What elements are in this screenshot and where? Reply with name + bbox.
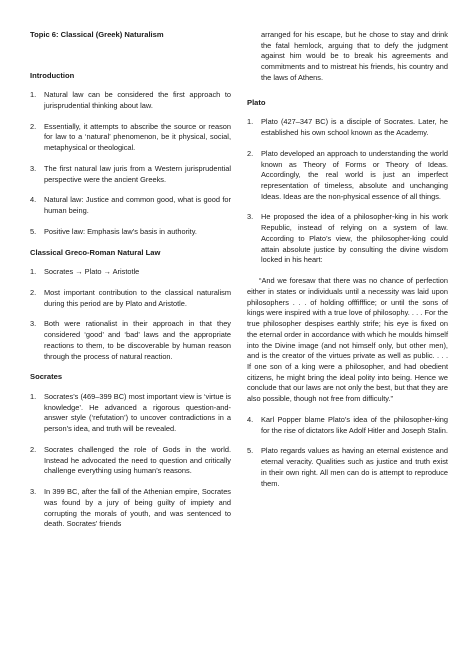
list-item-text: Plato developed an approach to understanding the world known as Theory of Forms or Theory of Ideas. Accordingly, the real world is just an imperfect representation of timeless, absolute and unchanging Ideas. Ideas are the non-physical essence of all things.: [261, 148, 448, 201]
list-item-number: 4.: [30, 195, 37, 205]
list-item-number: 2.: [30, 444, 37, 454]
list-item: [30, 227, 231, 238]
list-item: [247, 117, 448, 138]
list-item-number: 3.: [247, 212, 254, 222]
list-item-number: 2.: [30, 287, 37, 297]
list-item-text: Both were rationalist in their approach in that they considered ‘good’ and ‘bad’ laws and the appropriate reactions to them, to be discoverable by human reason through the process of natural reaction.: [44, 319, 231, 361]
introduction-heading: Introduction: [30, 70, 75, 80]
list-item-text: Essentially, it attempts to abscribe the source or reason for law to a ‘natural’ phenomenon, be it physical, social, metaphysical or theological.: [44, 121, 231, 153]
list-item-number: 2.: [30, 121, 37, 131]
list-item-text: Socrates challenged the role of Gods in the world. Instead he advocated the need to question and critically challenge everything using human’s reasons.: [44, 444, 231, 476]
list-item-number: 3.: [30, 319, 37, 329]
list-item: [247, 446, 448, 489]
list-item: [30, 288, 231, 309]
list-item-text: In 399 BC, after the fall of the Athenian empire, Socrates was found by a jury of being guilty of impiety and corrupting the morals of youth, and was sentenced to death. Socrates’ friends: [44, 487, 231, 529]
list-item: [247, 149, 448, 203]
document-title: Topic 6: Classical (Greek) Naturalism: [30, 30, 164, 39]
list-item-text: Plato regards values as having an eternal existence and eternal veracity. Qualities such as justice and truth exist in their own right. All men can do is attempt to reproduce them.: [261, 446, 448, 488]
list-item-number: 1.: [30, 267, 37, 277]
greco-roman-section: [30, 248, 231, 363]
list-item-text: Positive law: Emphasis law’s basis in authority.: [44, 226, 197, 236]
right-column: [247, 30, 448, 670]
list-item-number: 5.: [247, 446, 254, 456]
list-item: [30, 195, 231, 216]
list-item-text: He proposed the idea of a philosopher-king in his work Republic, instead of relying on a system of law. According to Plato’s view, the philosopher-king could attain absolute justice by consulting the divine wisdom locked in his heart:: [261, 212, 448, 265]
plato-list-continued: [247, 415, 448, 489]
list-item-text: Natural law can be considered the first approach to jurisprudential thinking about law.: [44, 90, 231, 110]
list-item: [30, 122, 231, 154]
list-item-number: 3.: [30, 487, 37, 497]
list-item-number: 4.: [247, 414, 254, 424]
socrates-section: [30, 372, 231, 530]
introduction-section: [30, 71, 231, 238]
plato-republic-quote: “And we foresaw that there was no chance of perfection either in states or individuals until a necessity was laid upon philosophers . . . of holding offfifffice; or until the sons of kings were inspired with a true love of philosophy. . . . For the true philosopher despises earthly strife; his eye is fixed on the eternal order in accordance with which he moulds himself into the Divine image (and not himself only, but other men), and is the creator of the virtues private as well as public. . . . If one son of a king were a philosopher, and had obedient citizens, he might bring the ideal polity into being. Hence we conclude that our laws are not only the best, but that they are also possible, though not free from difficulty.”: [247, 276, 448, 404]
plato-heading: Plato: [247, 97, 266, 107]
socrates-list: [30, 392, 231, 530]
plato-list: [247, 117, 448, 266]
list-item: [30, 90, 231, 111]
list-item: [30, 392, 231, 435]
list-item-number: 1.: [30, 90, 37, 100]
list-item-text: Plato (427–347 BC) is a disciple of Socrates. Later, he established his own school known as the Academy.: [261, 117, 448, 138]
list-item: [30, 487, 231, 530]
list-item-text: The first natural law juris from a Western jurisprudential perspective were the ancient Greeks.: [44, 163, 231, 184]
list-item-number: 2.: [247, 148, 254, 158]
socrates-heading: Socrates: [30, 372, 63, 382]
list-item-number: 1.: [247, 117, 254, 127]
list-item-number: 1.: [30, 391, 37, 401]
left-column: [30, 30, 231, 670]
list-item-text: Socrates’s (469–399 BC) most important view is ‘virtue is knowledge’. He advanced a rigorous question-and-answer style (‘refutation’) to uncover contradictions in a person’s idea, and truth will be revealed.: [44, 391, 231, 434]
list-item-number: 5.: [30, 226, 37, 236]
list-item: [247, 212, 448, 266]
list-item-text: Socrates → Plato → Aristotle: [44, 267, 140, 277]
list-item-text: Natural law: Justice and common good, what is good for human being.: [44, 195, 231, 216]
greco-roman-heading: Classical Greco-Roman Natural Law: [30, 247, 161, 257]
list-item-number: 3.: [30, 163, 37, 173]
plato-section: [247, 98, 448, 490]
list-item-text: Most important contribution to the classical naturalism during this period are by Plato and Aristotle.: [44, 287, 231, 308]
list-item: [30, 164, 231, 185]
introduction-list: [30, 90, 231, 237]
greco-roman-list: [30, 267, 231, 362]
list-item: [30, 319, 231, 362]
list-item: [247, 415, 448, 436]
list-item: [30, 445, 231, 477]
list-item-text: Karl Popper blame Plato’s idea of the philosopher-king for the rise of dictators like Adolf Hitler and Joseph Stalin.: [261, 414, 448, 435]
list-item: [30, 267, 231, 278]
socrates-continuation: arranged for his escape, but he chose to stay and drink the fatal hemlock, arguing that to defy the judgment against him would be to break his agreements and commitments and to mistreat his friends, his country and the laws of Athens.: [261, 30, 448, 82]
